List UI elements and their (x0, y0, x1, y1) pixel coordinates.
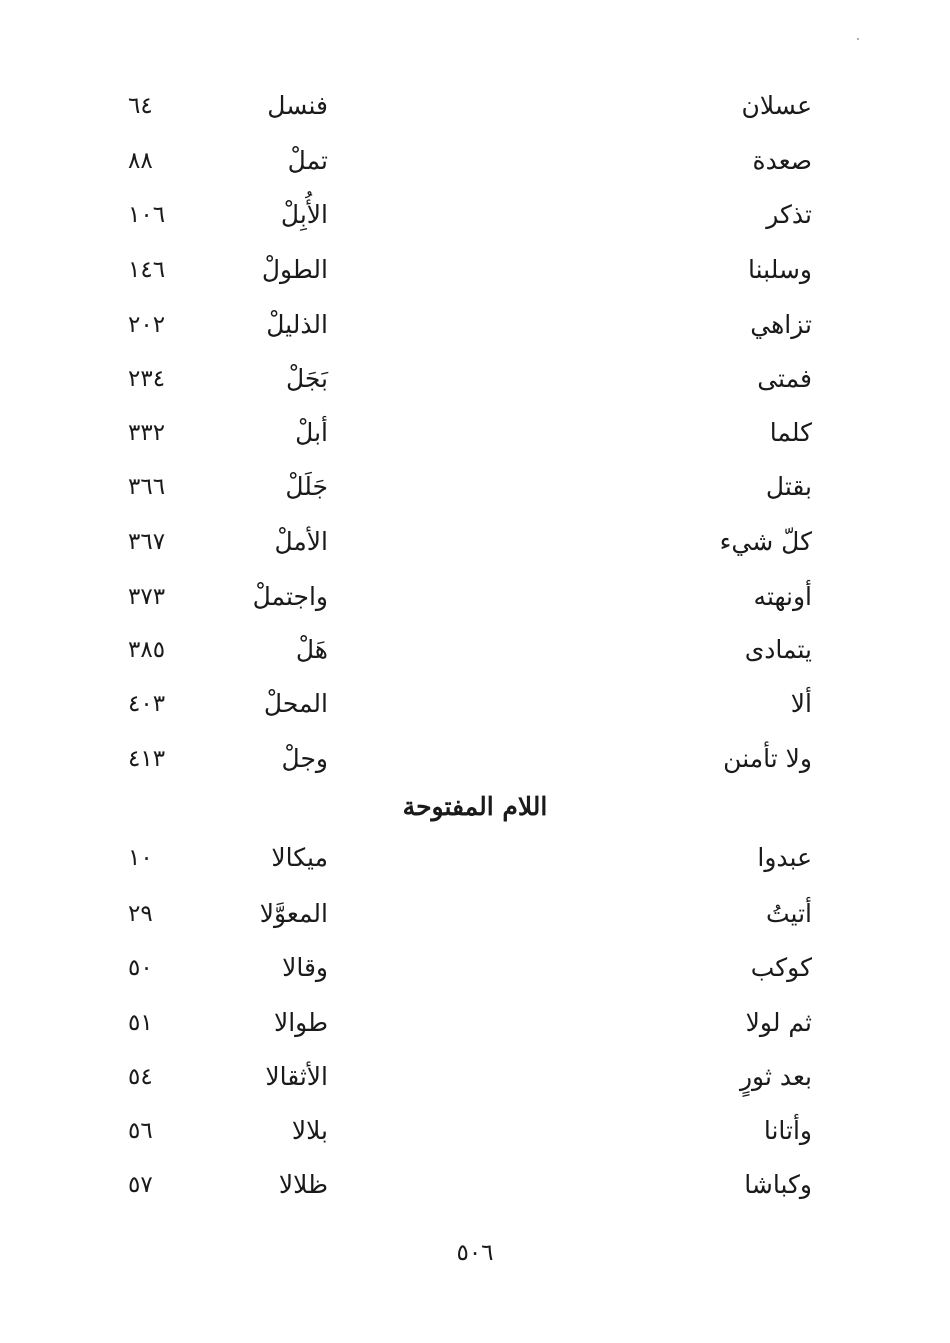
table-row (0, 1057, 950, 1097)
table-row (0, 630, 950, 670)
rhyme-word: تملْ (287, 146, 328, 175)
verse-first-word: تزاهي (750, 310, 812, 339)
table-row (0, 1111, 950, 1151)
table-row (0, 250, 950, 290)
table-row (0, 684, 950, 724)
page-reference: ٣٧٣ (128, 584, 166, 610)
verse-first-word: كلما (769, 418, 812, 447)
page-reference: ٣٦٧ (128, 529, 166, 555)
rhyme-word: هَلْ (295, 635, 328, 664)
page-reference: ٤١٣ (128, 746, 166, 772)
table-row (0, 305, 950, 345)
rhyme-word: أبلْ (295, 418, 328, 447)
page-reference: ١٠ (128, 845, 153, 871)
page-reference: ٥٠ (128, 955, 153, 981)
verse-first-word: بعد ثورٍ (739, 1062, 812, 1091)
table-row (0, 894, 950, 934)
table-row (0, 1003, 950, 1043)
table-row (0, 948, 950, 988)
rhyme-word: جَلَلْ (285, 472, 328, 501)
verse-first-word: وكباشا (744, 1170, 812, 1199)
rhyme-word: بلالا (291, 1116, 328, 1145)
rhyme-word: الذليلْ (266, 310, 328, 339)
rhyme-word: ميكالا (271, 843, 328, 872)
rhyme-word: فنسل (267, 91, 328, 120)
table-row (0, 141, 950, 181)
section-heading: اللام المفتوحة (402, 792, 548, 821)
page-reference: ٨٨ (128, 148, 153, 174)
page-reference: ٢٩ (128, 901, 153, 927)
table-row (0, 739, 950, 779)
page-reference: ٢٠٢ (128, 312, 166, 338)
page-reference: ٣٦٦ (128, 474, 166, 500)
table-row (0, 413, 950, 453)
verse-first-word: بقتل (765, 472, 812, 501)
page-reference: ٦٤ (128, 93, 153, 119)
table-row (0, 86, 950, 126)
verse-first-word: أتيتُ (766, 899, 812, 928)
page-number: ٥٠٦ (456, 1240, 494, 1266)
rhyme-word: الأملْ (274, 527, 328, 556)
table-row (0, 467, 950, 507)
page-reference: ٤٠٣ (128, 691, 166, 717)
verse-first-word: كلّ شيء (719, 527, 812, 556)
page-reference: ٥٦ (128, 1118, 153, 1144)
verse-first-word: صعدة (752, 146, 812, 175)
page-reference: ٥٧ (128, 1172, 153, 1198)
rhyme-word: المعوَّلا (259, 899, 328, 928)
page-reference: ١٤٦ (128, 257, 166, 283)
verse-first-word: ولا تأمنن (723, 744, 812, 773)
verse-first-word: فمتى (757, 364, 812, 393)
page-reference: ٥١ (128, 1010, 153, 1036)
rhyme-word: وقالا (282, 953, 328, 982)
table-row (0, 577, 950, 617)
page-reference: ١٠٦ (128, 202, 166, 228)
verse-first-word: تذكر (766, 200, 812, 229)
verse-first-word: ثم لولا (745, 1008, 812, 1037)
verse-first-word: يتمادى (744, 635, 812, 664)
verse-first-word: كوكب (750, 953, 812, 982)
scan-speck (857, 38, 859, 40)
verse-first-word: أونهته (753, 582, 812, 611)
rhyme-word: بَجَلْ (285, 364, 328, 393)
rhyme-word: الأثقالا (265, 1062, 328, 1091)
verse-first-word: ألا (790, 689, 812, 718)
page-reference: ٢٣٤ (128, 366, 166, 392)
verse-first-word: وأتانا (763, 1116, 812, 1145)
rhyme-word: الطولْ (261, 255, 328, 284)
verse-first-word: وسلبنا (747, 255, 812, 284)
rhyme-word: وجلْ (281, 744, 328, 773)
table-row (0, 522, 950, 562)
page-reference: ٥٤ (128, 1064, 153, 1090)
rhyme-word: المحلْ (263, 689, 328, 718)
rhyme-word: طوالا (273, 1008, 328, 1037)
rhyme-word: الأُبِلْ (280, 200, 328, 229)
table-row (0, 838, 950, 878)
table-row (0, 359, 950, 399)
rhyme-word: ظلالا (278, 1170, 328, 1199)
verse-first-word: عسلان (741, 91, 812, 120)
page-reference: ٣٨٥ (128, 637, 166, 663)
verse-first-word: عبدوا (757, 843, 812, 872)
table-row (0, 1165, 950, 1205)
rhyme-word: واجتملْ (252, 582, 328, 611)
page-reference: ٣٣٢ (128, 420, 166, 446)
table-row (0, 195, 950, 235)
